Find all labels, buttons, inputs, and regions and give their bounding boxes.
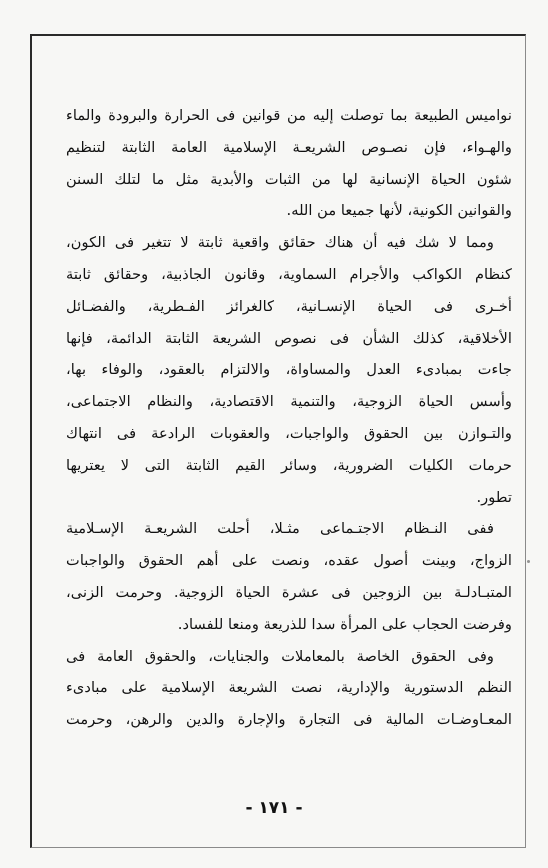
text-line: وأسس الحياة الزوجية، والتنمية الاقتصادية، والنظام الاجتماعى، [66, 393, 512, 411]
text-line: تطور. [476, 488, 512, 506]
text-line: الأخلاقية، كذلك الشأن فى نصوص الشريعة الثابتة الدائمة، فإنها [66, 329, 512, 347]
text-line: المتبـادلـة بين الزوجين فى عشرة الحياة الزوجية. وحرمت الزنى، [66, 583, 512, 601]
text-line: ومما لا شك فيه أن هناك حقائق واقعية ثابتة لا تتغير فى الكون، [66, 234, 494, 252]
text-line: النظم الدستورية والإدارية، نصت الشريعة الإسلامية على مبادىء [66, 679, 512, 697]
text-line: والهـواء، فإن نصـوص الشريعـة الإسلامية العامة الثابتة لتنظيم [66, 138, 512, 156]
body-text [66, 100, 512, 736]
text-line: المعـاوضـات المالية فى التجارة والإجارة والدين والرهن، وحرمت [66, 711, 512, 729]
text-line: والقوانين الكونية، لأنها جميعا من الله. [286, 202, 512, 220]
text-line: كنظام الكواكب والأجرام السماوية، وقانون الجاذبية، وحقائق ثابتة [66, 265, 512, 283]
text-line: وفى الحقوق الخاصة بالمعاملات والجنايات، والحقوق العامة فى [66, 647, 494, 665]
text-line: ففى النـظام الاجتـماعى مثـلا، أحلت الشريعـة الإسـلامية [66, 520, 494, 538]
text-line: جاءت بمبادىء العدل والمساواة، والالتزام بالعقود، والوفاء بها، [66, 361, 512, 379]
text-line: والتـوازن بين الحقوق والواجبات، والعقوبات الرادعة فى انتهاك [66, 424, 512, 442]
text-line: حرمات الكليات الضرورية، وسائر القيم الثابتة التى لا يعتريها [66, 456, 512, 474]
text-line: الزواج، وبينت أصول عقده، ونصت على أهم الحقوق والواجبات [66, 552, 512, 570]
text-line: نواميس الطبيعة بما توصلت إليه من قوانين فى الحرارة والبرودة والماء [66, 107, 512, 124]
text-line: أخـرى فى الحياة الإنسـانية، كالغرائز الفـطرية، والفضـائل [66, 297, 512, 315]
page-number: - ١٧١ - [245, 798, 303, 818]
scan-speck [527, 560, 530, 563]
text-line: شئون الحياة الإنسانية لها من الثبات والأبدية مثل ما لتلك السنن [66, 170, 512, 188]
text-line: وفرضت الحجاب على المرأة سدا للذريعة ومنعا للفساد. [177, 615, 512, 633]
